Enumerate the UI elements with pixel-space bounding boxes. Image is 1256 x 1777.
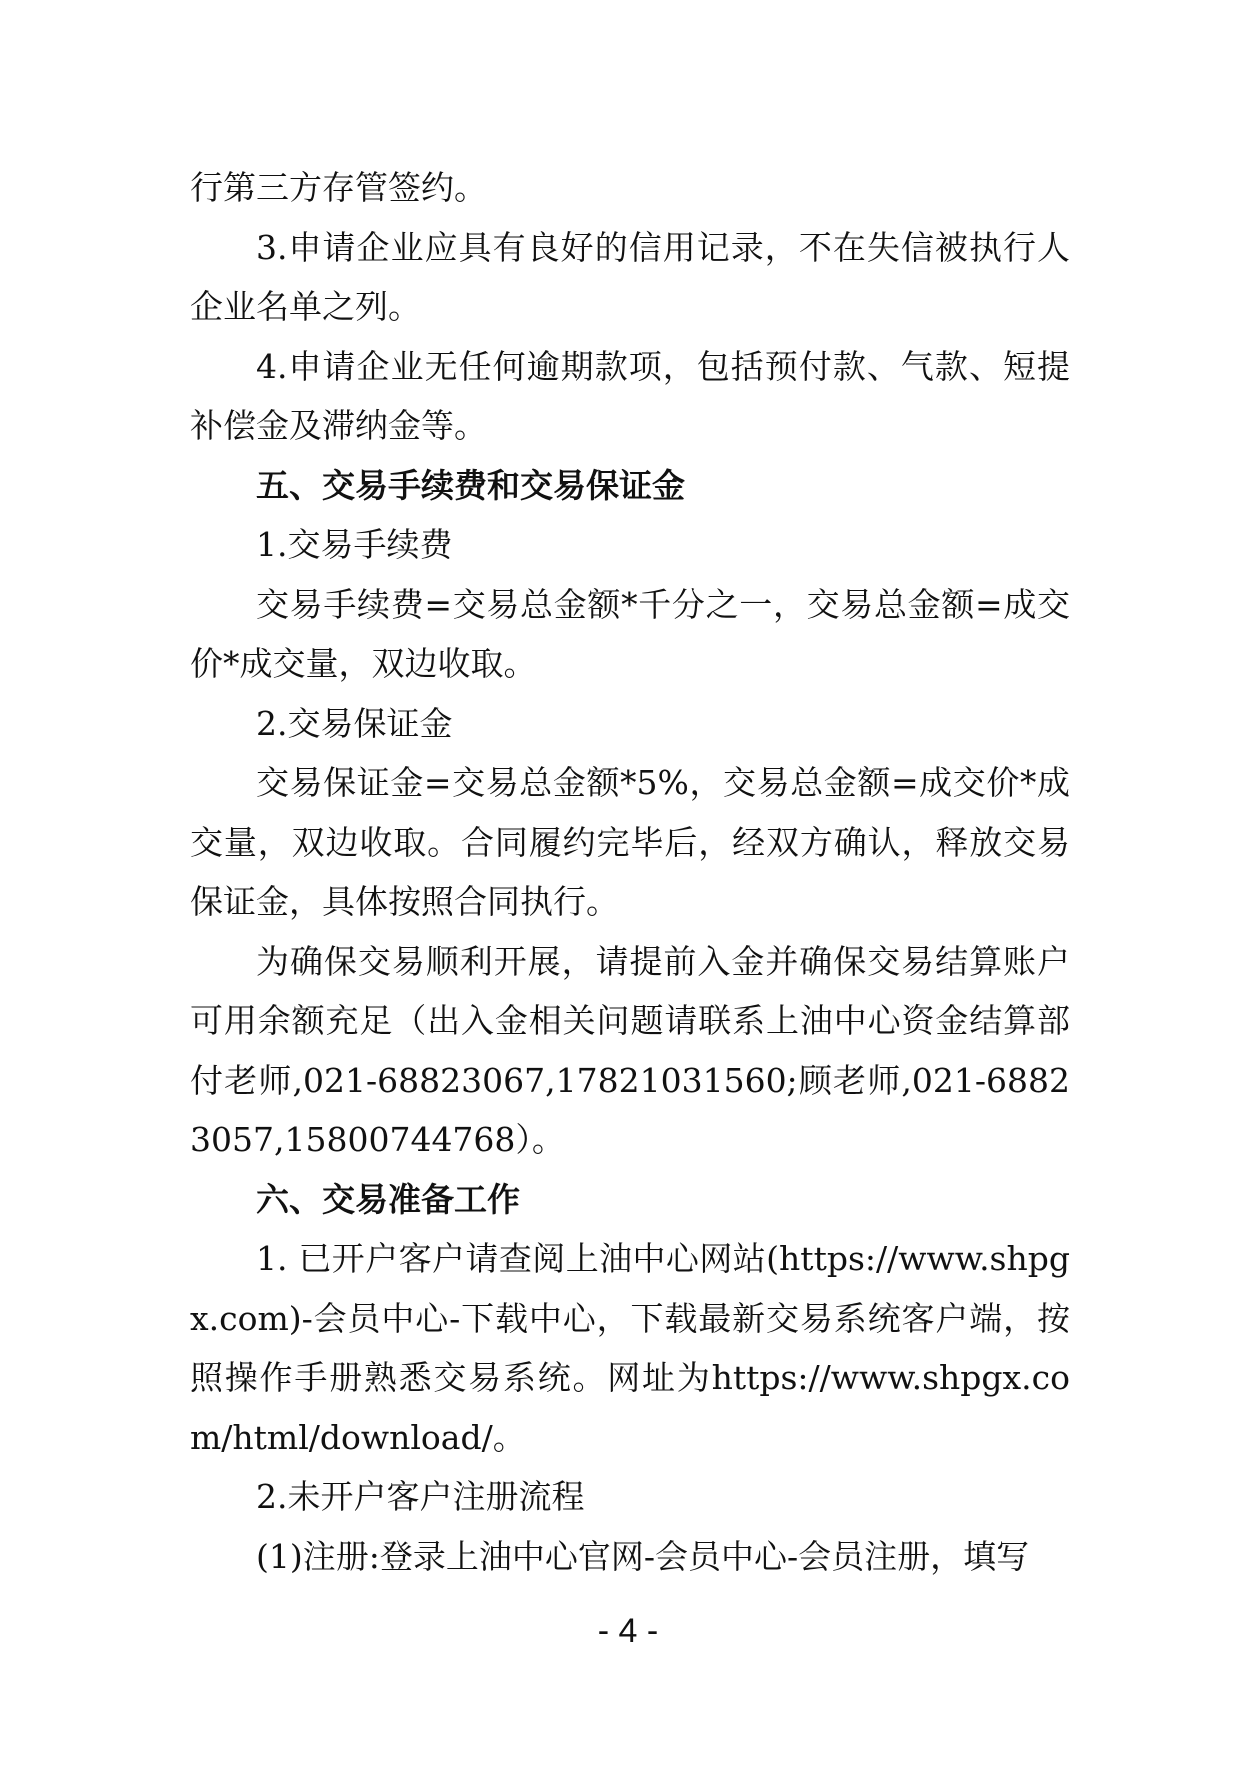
paragraph-deposit: 交易保证金=交易总金额*5%，交易总金额=成交价*成交量，双边收取。合同履约完毕后，经双方确认，释放交易保证金，具体按照合同执行。 xyxy=(190,763,1070,921)
page-number: - 4 - xyxy=(597,1612,659,1650)
paragraph-continuation: 行第三方存管签约。 xyxy=(190,168,487,207)
paragraph-item-4: 4.申请企业无任何逾期款项，包括预付款、气款、短提补偿金及滞纳金等。 xyxy=(190,346,1070,445)
subheading-registration: 2.未开户客户注册流程 xyxy=(256,1477,585,1516)
paragraph-prep-1: 1. 已开户客户请查阅上油中心网站(https://www.shpgx.com)-会员中心-下载中心，下载最新交易系统客户端，按照操作手册熟悉交易系统。网址为https://www.shpgx.com/html/download/。 xyxy=(190,1239,1070,1457)
section-heading-6: 六、交易准备工作 xyxy=(256,1179,520,1219)
paragraph-registration-1: (1)注册:登录上油中心官网-会员中心-会员注册，填写 xyxy=(256,1536,1030,1576)
paragraph-contact: 为确保交易顺利开展，请提前入金并确保交易结算账户可用余额充足（出入金相关问题请联系上油中心资金结算部付老师,021-68823067,17821031560;顾老师,021-68823057,15800744768）。 xyxy=(190,941,1070,1159)
paragraph-fee: 交易手续费=交易总金额*千分之一，交易总金额=成交价*成交量，双边收取。 xyxy=(190,584,1070,683)
subheading-deposit: 2.交易保证金 xyxy=(256,703,453,743)
section-heading-5: 五、交易手续费和交易保证金 xyxy=(256,465,685,505)
paragraph-item-3: 3.申请企业应具有良好的信用记录，不在失信被执行人企业名单之列。 xyxy=(190,227,1070,326)
subheading-fee: 1.交易手续费 xyxy=(256,525,453,564)
body-text xyxy=(190,158,1070,1586)
